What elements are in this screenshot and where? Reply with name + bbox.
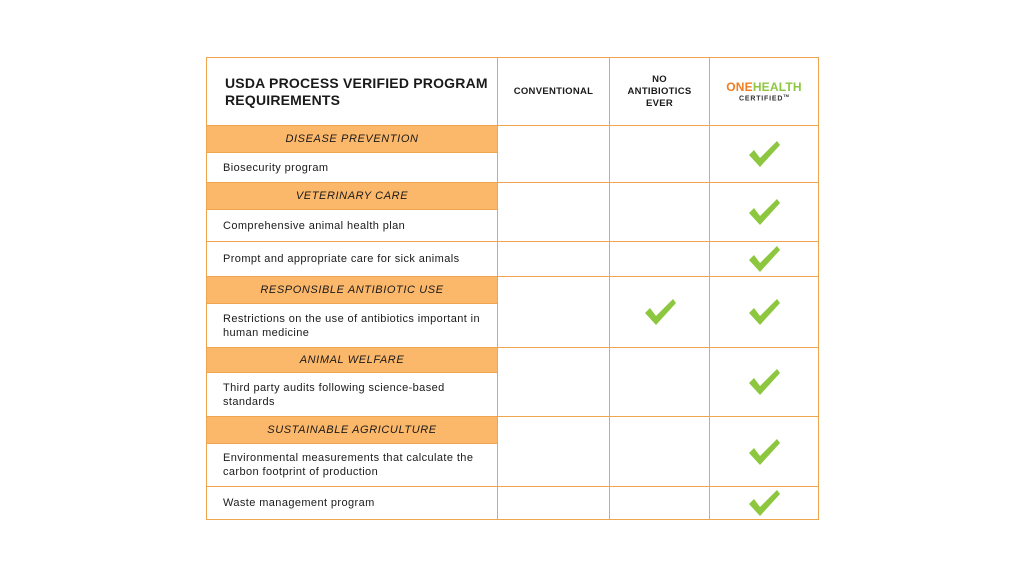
check-cell [610, 348, 710, 417]
checkmark-icon [746, 138, 782, 170]
check-cell [710, 417, 819, 487]
checkmark-shape [749, 199, 780, 225]
table-row [207, 487, 819, 520]
column-header-no-antibiotics-ever: NO ANTIBIOTICS EVER [610, 58, 710, 126]
header-row [207, 58, 819, 126]
section-row [207, 126, 819, 153]
section-label-sustainable-agriculture: SUSTAINABLE AGRICULTURE [207, 417, 498, 444]
requirement-text: Biosecurity program [207, 153, 498, 183]
onehealth-logo: ONEHEALTH CERTIFIED™ [726, 79, 802, 103]
check-cell [498, 417, 610, 487]
check-cell [610, 242, 710, 277]
checkmark-shape [749, 141, 780, 167]
column-header-onehealth-certified [710, 58, 819, 126]
checkmark-icon [746, 243, 782, 275]
checkmark-icon [746, 296, 782, 328]
section-label-responsible-antibiotic-use: RESPONSIBLE ANTIBIOTIC USE [207, 277, 498, 304]
checkmark-icon [746, 487, 782, 519]
section-label-disease-prevention: DISEASE PREVENTION [207, 126, 498, 153]
requirement-text: Third party audits following science-based standards [207, 373, 498, 417]
check-cell [710, 348, 819, 417]
section-row [207, 183, 819, 210]
comparison-table [206, 57, 819, 520]
check-cell [610, 183, 710, 242]
check-cell [498, 348, 610, 417]
requirement-text: Restrictions on the use of antibiotics important in human medicine [207, 304, 498, 348]
check-cell [610, 417, 710, 487]
checkmark-shape [749, 369, 780, 395]
check-cell [610, 277, 710, 348]
check-cell [610, 487, 710, 520]
requirement-text: Waste management program [207, 487, 498, 520]
section-row [207, 348, 819, 373]
checkmark-icon [746, 436, 782, 468]
check-cell [710, 126, 819, 183]
table-title: USDA PROCESS VERIFIED PROGRAM REQUIREMENTS [207, 58, 498, 126]
requirement-text: Comprehensive animal health plan [207, 210, 498, 242]
checkmark-icon [746, 366, 782, 398]
section-label-animal-welfare: ANIMAL WELFARE [207, 348, 498, 373]
section-label-veterinary-care: VETERINARY CARE [207, 183, 498, 210]
checkmark-shape [645, 299, 676, 325]
section-row [207, 277, 819, 304]
check-cell [498, 487, 610, 520]
check-cell [710, 277, 819, 348]
check-cell [710, 242, 819, 277]
check-cell [498, 126, 610, 183]
checkmark-icon [746, 196, 782, 228]
checkmark-shape [749, 299, 780, 325]
checkmark-shape [749, 439, 780, 465]
section-row [207, 417, 819, 444]
requirement-text: Prompt and appropriate care for sick animals [207, 242, 498, 277]
check-cell [498, 242, 610, 277]
check-cell [710, 487, 819, 520]
checkmark-shape [749, 246, 780, 272]
check-cell [610, 126, 710, 183]
column-header-conventional: CONVENTIONAL [498, 58, 610, 126]
check-cell [710, 183, 819, 242]
table-row [207, 242, 819, 277]
check-cell [498, 277, 610, 348]
checkmark-shape [749, 490, 780, 516]
requirement-text: Environmental measurements that calculate the carbon footprint of production [207, 444, 498, 487]
checkmark-icon [642, 296, 678, 328]
check-cell [498, 183, 610, 242]
